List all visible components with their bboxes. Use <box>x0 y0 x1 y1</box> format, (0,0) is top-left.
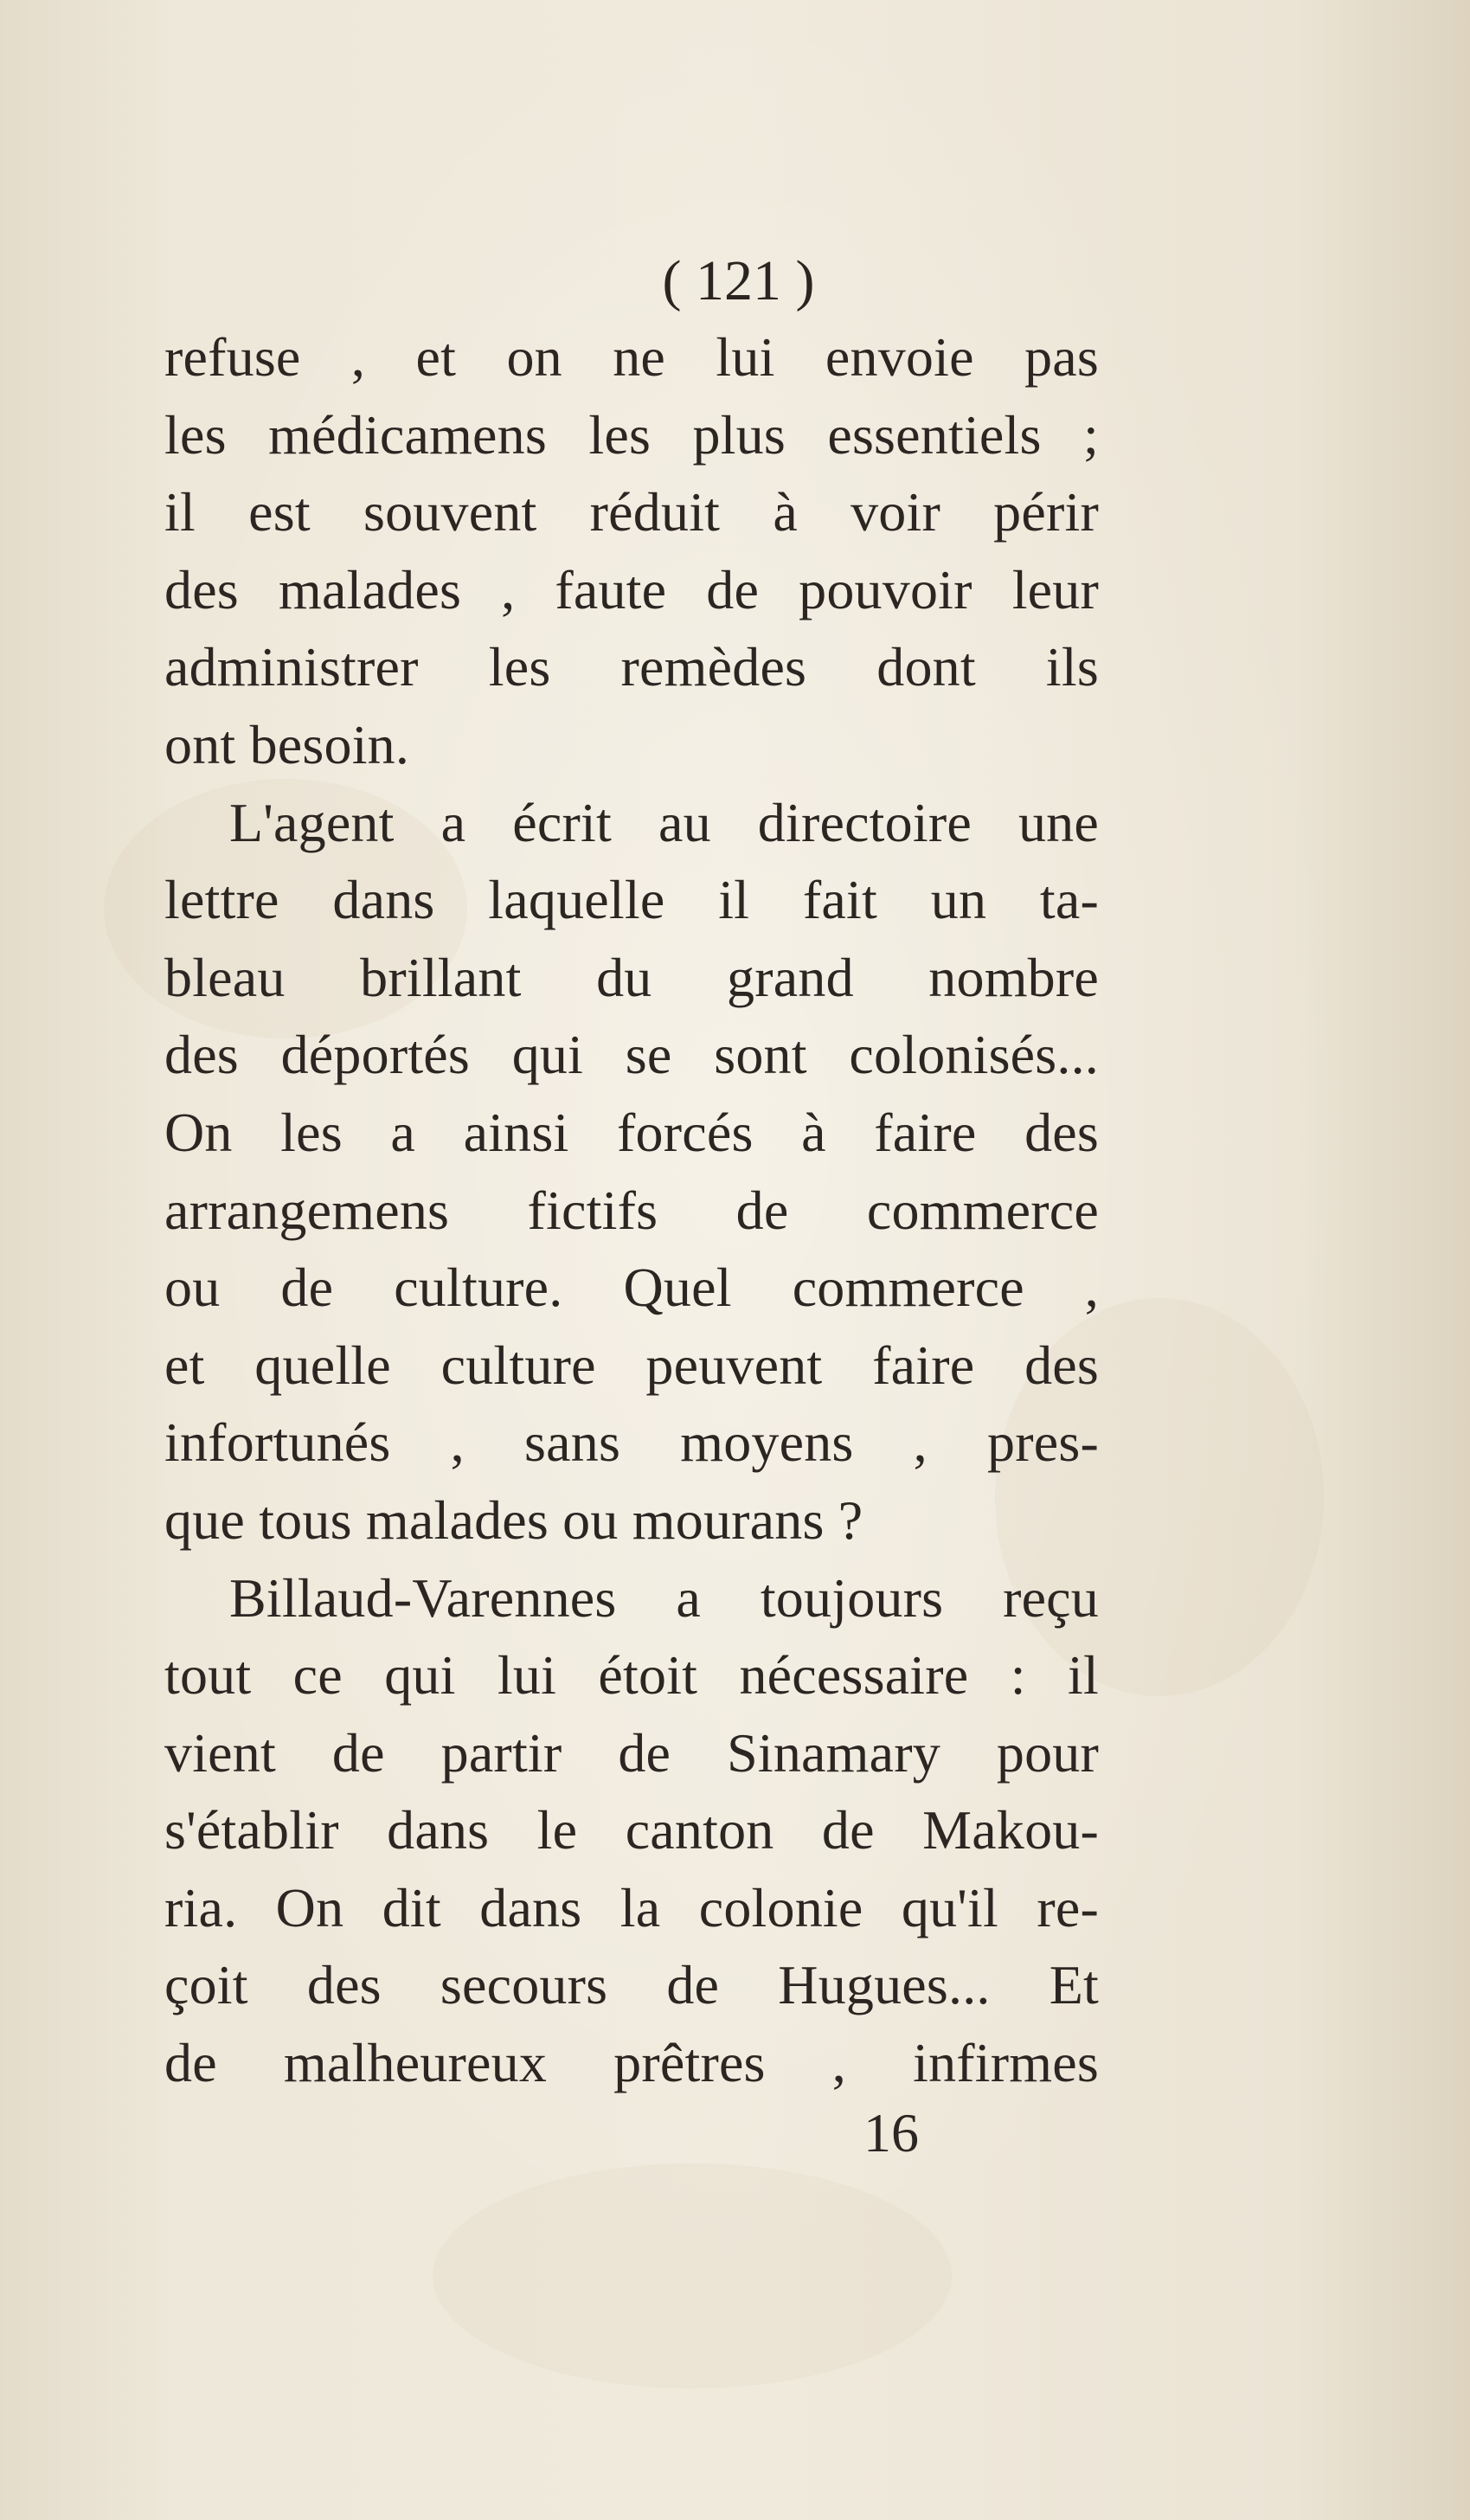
text-line: infortunés , sans moyens , pres- <box>164 1411 1099 1474</box>
paper-stain <box>433 2163 952 2388</box>
text-line: ria. On dit dans la colonie qu'il re- <box>164 1876 1099 1938</box>
text-line: administrer les remèdes dont ils <box>164 636 1099 698</box>
text-line: les médicamens les plus essentiels ; <box>164 403 1099 466</box>
text-line: et quelle culture peuvent faire des <box>164 1334 1099 1396</box>
body-text <box>164 318 1099 2102</box>
text-line: de malheureux prêtres , infirmes <box>164 2032 1099 2094</box>
text-line: il est souvent réduit à voir périr <box>164 481 1099 543</box>
page-number-header: ( 121 ) <box>662 249 815 312</box>
text-line: On les a ainsi forcés à faire des <box>164 1101 1099 1163</box>
text-line: que tous malades ou mourans ? <box>164 1488 863 1551</box>
text-line: refuse , et on ne lui envoie pas <box>164 326 1099 388</box>
text-line: arrangemens fictifs de commerce <box>164 1179 1099 1241</box>
text-line: tout ce qui lui étoit nécessaire : il <box>164 1644 1099 1707</box>
text-line: des malades , faute de pouvoir leur <box>164 558 1099 620</box>
text-line: L'agent a écrit au directoire une <box>229 791 1099 853</box>
text-line: ou de culture. Quel commerce , <box>164 1257 1099 1319</box>
text-line: lettre dans laquelle il fait un ta- <box>164 869 1099 931</box>
text-line: Billaud-Varennes a toujours reçu <box>229 1566 1099 1629</box>
text-line: des déportés qui se sont colonisés... <box>164 1024 1099 1086</box>
text-line: bleau brillant du grand nombre <box>164 946 1099 1008</box>
signature-mark: 16 <box>863 2102 919 2163</box>
text-line: s'établir dans le canton de Makou- <box>164 1799 1099 1861</box>
text-line: ont besoin. <box>164 713 410 775</box>
text-line: vient de partir de Sinamary pour <box>164 1721 1099 1784</box>
text-line: çoit des secours de Hugues... Et <box>164 1954 1099 2016</box>
